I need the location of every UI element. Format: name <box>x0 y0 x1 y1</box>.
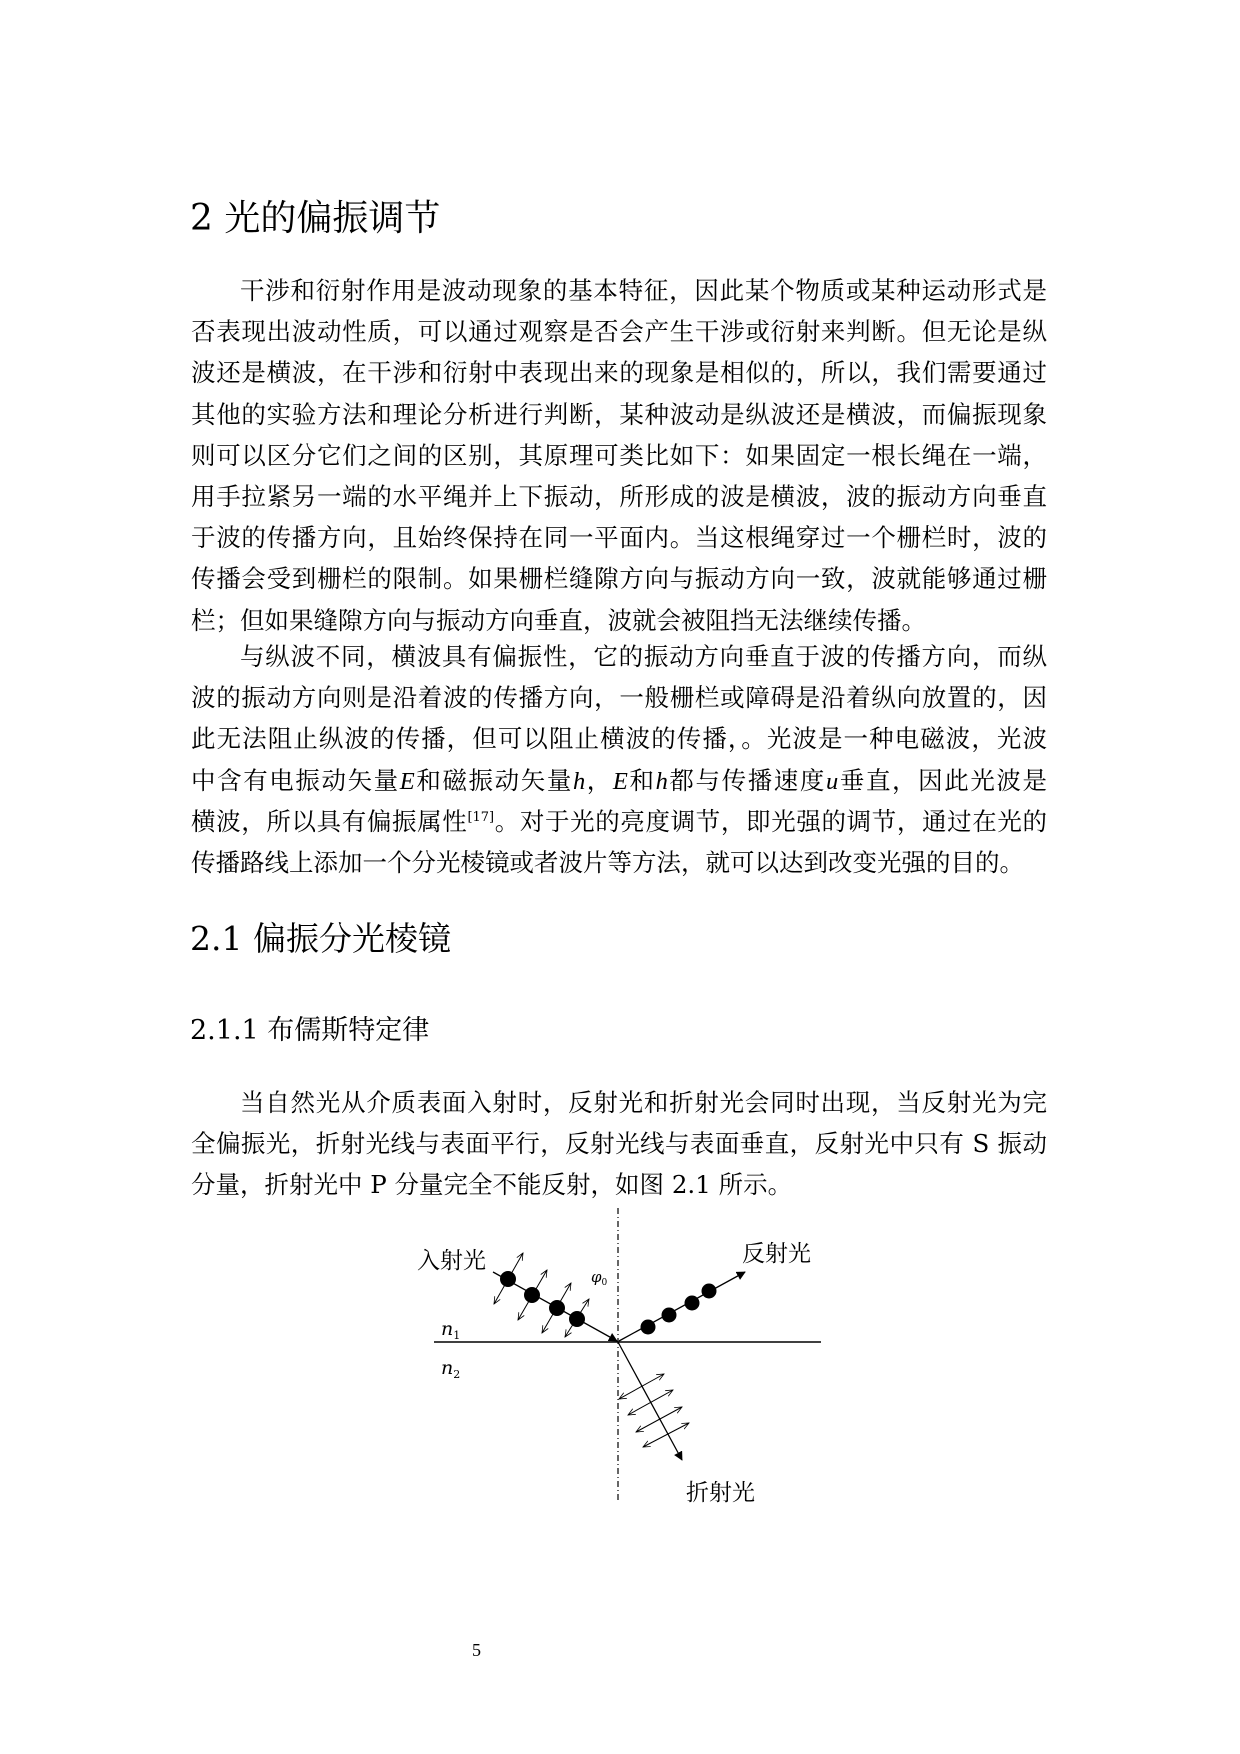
text-segment: 横波，所以具有偏振属性 <box>191 806 468 836</box>
polarization-dot <box>525 1288 540 1303</box>
text-segment: 全偏振光，折射光线与表面平行，反射光线与表面垂直，反射光中只有 S 振动 <box>191 1129 1047 1159</box>
text-segment: 否表现出波动性质，可以通过观察是否会产生干涉或衍射来判断。但无论是纵 <box>191 317 1047 347</box>
text-segment: 其他的实验方法和理论分析进行判断，某种波动是纵波还是横波，而偏振现象 <box>191 399 1047 429</box>
text-segment: ， <box>585 765 613 795</box>
refracted-polarization <box>619 1374 689 1447</box>
math-symbol: u <box>826 767 839 795</box>
text-segment: 。对于光的亮度调节，即光强的调节，通过在光的 <box>494 806 1047 836</box>
polarization-dot <box>641 1320 656 1335</box>
n2-label: $n_2$ <box>441 1357 461 1381</box>
text-segment: 传播会受到栅栏的限制。如果栅栏缝隙方向与振动方向一致，波就能够通过栅 <box>191 564 1047 594</box>
text-segment: 用手拉紧另一端的水平绳并上下振动，所形成的波是横波，波的振动方向垂直 <box>191 481 1047 511</box>
polarization-dot <box>685 1296 700 1311</box>
math-symbol: h <box>572 767 586 795</box>
text-segment: 和磁振动矢量 <box>414 765 573 795</box>
text-segment: 垂直，因此光波是 <box>838 765 1048 795</box>
text-segment: 中含有电振动矢量 <box>191 765 400 795</box>
math-symbol: E <box>399 767 415 795</box>
refracted-ray <box>618 1342 682 1460</box>
polarization-dot <box>662 1308 677 1323</box>
text-segment: 则可以区分它们之间的区别，其原理可类比如下：如果固定一根长绳在一端， <box>191 440 1047 470</box>
polarization-dot <box>702 1284 717 1299</box>
text-segment: 传播路线上添加一个分光棱镜或者波片等方法，就可以达到改变光强的目的。 <box>191 847 1024 877</box>
polarization-dot <box>550 1301 565 1316</box>
refracted-label: 折射光 <box>686 1480 755 1506</box>
text-segment: 波的振动方向则是沿着波的传播方向，一般栅栏或障碍是沿着纵向放置的，因 <box>191 683 1047 713</box>
text-segment: 和 <box>627 765 656 795</box>
citation: [17] <box>467 809 495 825</box>
math-symbol: h <box>655 767 668 795</box>
text-segment: 波还是横波，在干涉和衍射中表现出来的现象是相似的，所以，我们需要通过 <box>191 358 1047 388</box>
page-number: 5 <box>472 1640 481 1660</box>
text-segment: 干涉和衍射作用是波动现象的基本特征，因此某个物质或某种运动形式是 <box>240 276 1047 305</box>
incident-label: 入射光 <box>417 1248 486 1274</box>
n1-label: $n_1$ <box>441 1318 461 1342</box>
text-segment: 都与传播速度 <box>667 765 826 795</box>
text-segment: 当自然光从介质表面入射时，反射光和折射光会同时出现，当反射光为完 <box>240 1088 1047 1117</box>
subsubsection-heading: 2.1.1 布儒斯特定律 <box>190 1015 430 1046</box>
text-segment: 于波的传播方向，且始终保持在同一平面内。当这根绳穿过一个栅栏时，波的 <box>191 523 1047 553</box>
angle-label: $\varphi_0$ <box>591 1268 608 1288</box>
section-heading: 2 光的偏振调节 <box>190 198 441 239</box>
incident-polarization <box>494 1253 589 1337</box>
polarization-dot <box>570 1312 585 1327</box>
text-segment: 此无法阻止纵波的传播，但可以阻止横波的传播，。光波是一种电磁波，光波 <box>191 724 1047 754</box>
math-symbol: E <box>612 767 628 795</box>
polarization-dot <box>501 1272 516 1287</box>
text-segment: 分量，折射光中 P 分量完全不能反射，如图 2.1 所示。 <box>191 1170 793 1200</box>
reflected-ray <box>619 1272 745 1341</box>
text-segment: 与纵波不同，横波具有偏振性，它的振动方向垂直于波的传播方向，而纵 <box>240 642 1047 671</box>
text-segment: 栏；但如果缝隙方向与振动方向垂直，波就会被阻挡无法继续传播。 <box>191 605 926 635</box>
subsection-heading: 2.1 偏振分光棱镜 <box>190 919 451 958</box>
reflected-label: 反射光 <box>742 1241 811 1267</box>
